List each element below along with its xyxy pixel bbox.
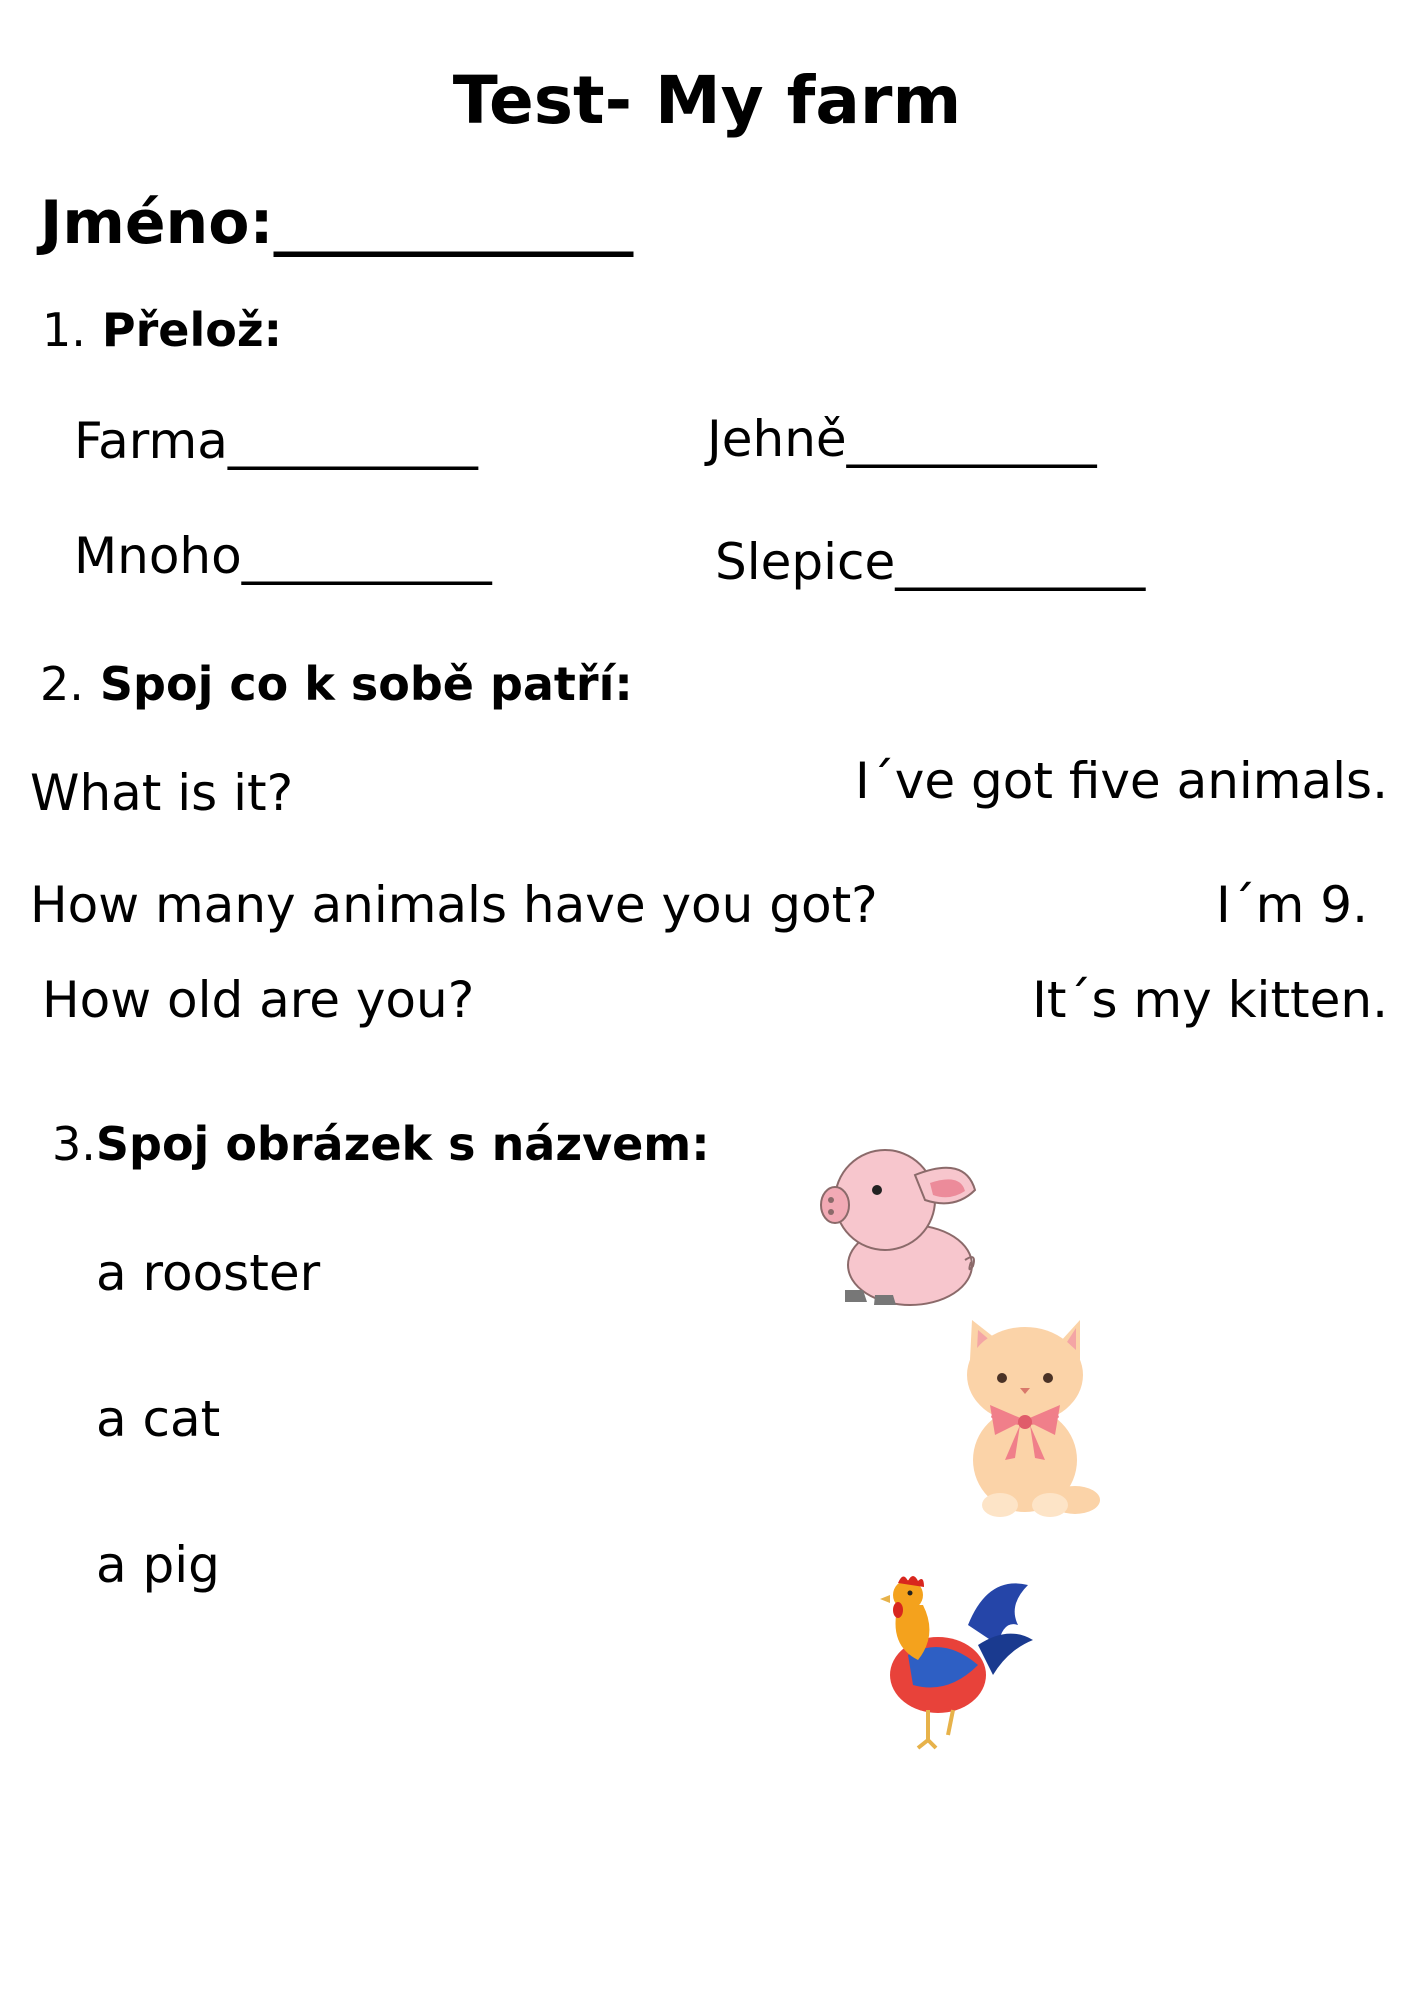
match-answer-2[interactable]: I´m 9. — [1215, 876, 1368, 934]
translate-item-jehne[interactable]: Jehně__________ — [707, 410, 1097, 468]
section-3-title: Spoj obrázek s názvem: — [95, 1117, 710, 1171]
section-1-title: Přelož: — [101, 303, 283, 357]
section-3-number: 3. — [52, 1117, 96, 1171]
match-question-1[interactable]: What is it? — [30, 764, 294, 822]
cat-icon[interactable] — [950, 1320, 1105, 1520]
word-cat[interactable]: a cat — [96, 1390, 221, 1448]
translate-item-farma[interactable]: Farma__________ — [74, 412, 478, 470]
translate-item-mnoho[interactable]: Mnoho__________ — [74, 527, 492, 585]
word-rooster[interactable]: a rooster — [96, 1244, 321, 1302]
section-1-number: 1. — [42, 303, 86, 357]
rooster-icon[interactable] — [868, 1565, 1038, 1755]
match-question-2[interactable]: How many animals have you got? — [30, 876, 878, 934]
match-answer-1[interactable]: I´ve got five animals. — [855, 752, 1388, 810]
name-field[interactable]: Jméno:____________ — [40, 188, 634, 258]
section-1-heading — [42, 303, 282, 357]
pig-icon[interactable] — [815, 1135, 990, 1315]
match-answer-3[interactable]: It´s my kitten. — [1032, 971, 1388, 1029]
page-title: Test- My farm — [452, 62, 962, 139]
section-2-number: 2. — [40, 657, 84, 711]
section-2-heading — [40, 657, 633, 711]
section-3-heading — [52, 1117, 710, 1171]
match-question-3[interactable]: How old are you? — [42, 971, 475, 1029]
translate-item-slepice[interactable]: Slepice__________ — [715, 533, 1146, 591]
section-2-title: Spoj co k sobě patří: — [99, 657, 633, 711]
word-pig[interactable]: a pig — [96, 1536, 220, 1594]
